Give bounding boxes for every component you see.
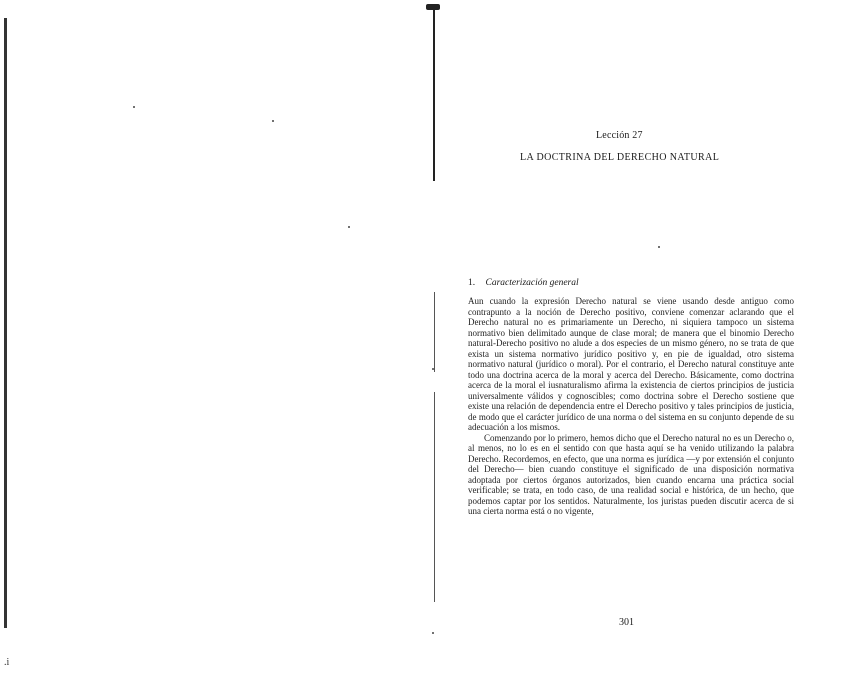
chapter-title: LA DOCTRINA DEL DERECHO NATURAL [520,152,720,163]
scan-speck [133,106,135,108]
scan-speck [658,246,660,248]
scan-speck [432,632,434,634]
lesson-label: Lección 27 [596,130,643,141]
margin-rule [434,392,435,602]
book-spine-shadow [433,6,435,181]
page-number: 301 [619,617,634,628]
section-title: Caracterización general [485,278,579,288]
scan-speck [348,226,350,228]
body-text [468,296,794,517]
corner-mark: .i [4,657,10,668]
section-heading [468,278,579,288]
scan-speck [272,120,274,122]
paragraph: Comenzando por lo primero, hemos dicho que el Derecho natural no es un Derecho o, al menos, no lo es en el sentido con que hasta aquí se ha venido utilizando la palabra Derecho. Recordemos, en efecto, que una norma es jurídica —y por extensión el conjunto del Derecho— bien cuando constituye el significado de una disposición normativa adoptada por ciertos órganos autorizados, bien cuando encarna una práctica social verificable; se trata, en todo caso, de una realidad social e histórica, de un hecho, que podemos captar por los sentidos. Naturalmente, los juristas pueden discutir acerca de si una cierta norma está o no vigente, [468,432,794,516]
section-number: 1. [468,278,476,288]
margin-rule [434,292,435,372]
paragraph: Aun cuando la expresión Derecho natural se viene usando desde antiguo como contrapunto a la noción de Derecho positivo, conviene comenzar aclarando que el Derecho natural no es primariamente un Derecho, ni siquiera tampoco un sistema normativo bien delimitado aunque de clase moral; de manera que el binomio Derecho natural-Derecho positivo no alude a dos especies de un mismo género, no se trata de que exista un sistema normativo jurídico positivo y, en pie de igualdad, otro sistema normativo natural (jurídico o moral). Por el contrario, el Derecho natural constituye ante todo una doctrina acerca de la moral y acerca del Derecho. Básicamente, como doctrina acerca de la moral el iusnaturalismo afirma la existencia de ciertos principios de justicia universalmente válidos y cognoscibles; como doctrina sobre el Derecho sostiene que existe una relación de dependencia entre el Derecho positivo y tales principios de justicia, de modo que el carácter jurídico de una norma o del sistema en su conjunto depende de su adecuación a los mismos. [468,296,794,432]
left-page-edge [4,18,7,628]
